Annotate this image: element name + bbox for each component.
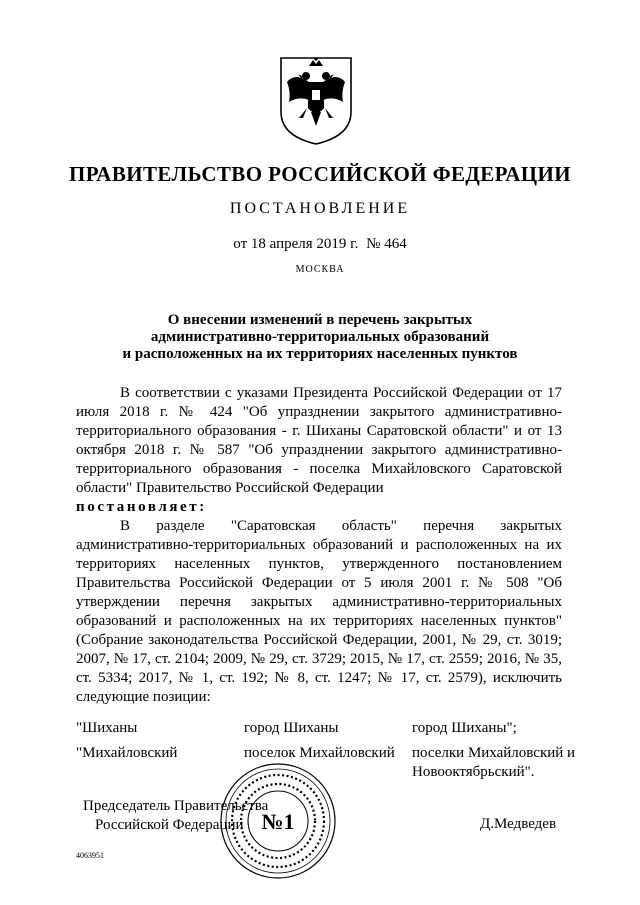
coat-of-arms-icon (273, 52, 359, 148)
position-settlements: город Шиханы"; (412, 720, 517, 736)
signatory-name: Д.Медведев (480, 816, 557, 832)
document-number: № 464 (366, 236, 407, 252)
table-row (76, 719, 582, 738)
position-name: "Михайловский (76, 745, 178, 761)
position-settlement: поселок Михайловский (244, 745, 395, 761)
decree-word: постановляет: (76, 499, 207, 515)
document-date-line (0, 236, 640, 253)
document-subject (60, 312, 580, 363)
official-stamp-icon (218, 761, 338, 881)
document-body (76, 384, 562, 707)
decision-paragraph: В разделе "Саратовская область" перечня закрытых административно-территориальных образований и расположенных на их территориях населенных пунктов, утвержденного постановлением Правительства Российской Федерации от 5 июля 2001 г. № 508 "Об утверждении перечня закрытых административно-территориальных образований и расположенных на их территориях населенных пунктов" (Собрание законодательства Российской Федерации, 2001, № 29, ст. 3019; 2007, № 17, ст. 2104; 2009, № 29, ст. 3729; 2015, № 17, ст. 2559; 2016, № 35, ст. 5334; 2017, № 1, ст. 192; № 8, ст. 1247; № 17, ст. 2579), исключить следующие позиции: (76, 518, 562, 705)
stamp-number: №1 (261, 809, 295, 834)
subject-line: О внесении изменений в перечень закрытых (167, 312, 473, 328)
position-settlement: город Шиханы (244, 720, 339, 736)
position-settlements: поселки Михайловский и Новооктябрьский". (412, 745, 576, 780)
document-city: МОСКВА (295, 264, 345, 275)
signatory-title-line: Российской Федерации (95, 817, 244, 833)
subject-line: и расположенных на их территориях населенных пунктов (122, 346, 518, 362)
signatory-title-line: Председатель Правительства (83, 798, 269, 814)
government-title: ПРАВИТЕЛЬСТВО РОССИЙСКОЙ ФЕДЕРАЦИИ (69, 162, 571, 186)
document-code: 4063951 (76, 851, 104, 860)
document-type: ПОСТАНОВЛЕНИЕ (229, 200, 411, 217)
preamble-paragraph: В соответствии с указами Президента Российской Федерации от 17 июля 2018 г. № 424 "Об упразднении закрытого административно-территориального образования - г. Шиханы Саратовской области" и от 13 октября 2018 г. № 587 "Об упразднении закрытого административно-территориального образования - поселка Михайловского Саратовской области" Правительство Российской Федерации (76, 385, 562, 496)
subject-line: административно-территориальных образований (150, 329, 490, 345)
document-date: от 18 апреля 2019 г. (233, 236, 359, 252)
position-name: "Шиханы (76, 720, 138, 736)
